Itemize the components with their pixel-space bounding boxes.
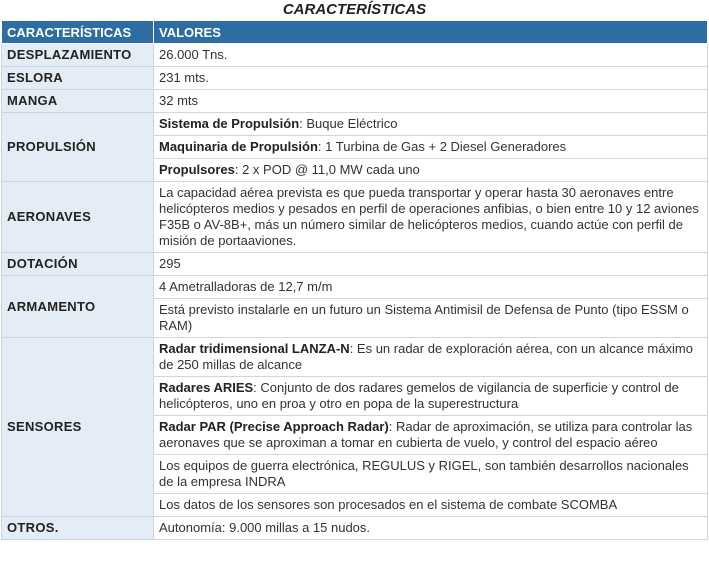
value-text: : Conjunto de dos radares gemelos de vigilancia de superficie y control de helicópteros, uno en proa y otro en popa de la superestructura	[159, 380, 679, 411]
header-characteristics: CARACTERÍSTICAS	[2, 21, 154, 44]
value-text: : Buque Eléctrico	[299, 116, 398, 131]
table-row	[2, 182, 708, 253]
header-values: VALORES	[154, 21, 708, 44]
value-key: Propulsores	[159, 162, 235, 177]
table-row	[2, 67, 708, 90]
row-value: Los equipos de guerra electrónica, REGULUS y RIGEL, son también desarrollos nacionales de la empresa INDRA	[154, 455, 708, 494]
table-header-row	[2, 21, 708, 44]
value-key: Radares ARIES	[159, 380, 254, 395]
table-row	[2, 113, 708, 136]
row-value	[154, 159, 708, 182]
value-key: Sistema de Propulsión	[159, 116, 300, 131]
value-text: : Es un radar de exploración aérea, con un alcance máximo de 250 millas de alcance	[159, 341, 693, 372]
row-value: Está previsto instalarle en un futuro un Sistema Antimisil de Defensa de Punto (tipo ESSM o RAM)	[154, 299, 708, 338]
table-row	[2, 253, 708, 276]
row-value: 26.000 Tns.	[154, 44, 708, 67]
row-value	[154, 377, 708, 416]
row-value	[154, 113, 708, 136]
row-value: 231 mts.	[154, 67, 708, 90]
row-value: 295	[154, 253, 708, 276]
value-key: Radar tridimensional LANZA-N	[159, 341, 350, 356]
row-value	[154, 136, 708, 159]
row-label: DESPLAZAMIENTO	[2, 44, 154, 67]
row-value	[154, 416, 708, 455]
value-key: Radar PAR (Precise Approach Radar)	[159, 419, 389, 434]
row-label: ESLORA	[2, 67, 154, 90]
row-value: 4 Ametralladoras de 12,7 m/m	[154, 276, 708, 299]
characteristics-table	[1, 20, 708, 540]
row-value: Los datos de los sensores son procesados en el sistema de combate SCOMBA	[154, 494, 708, 517]
page-title: CARACTERÍSTICAS	[282, 1, 427, 18]
row-value	[154, 338, 708, 377]
row-label: DOTACIÓN	[2, 253, 154, 276]
row-label: ARMAMENTO	[2, 276, 154, 338]
row-label: AERONAVES	[2, 182, 154, 253]
value-text: : 1 Turbina de Gas + 2 Diesel Generadores	[317, 139, 567, 154]
row-label: MANGA	[2, 90, 154, 113]
row-label: SENSORES	[2, 338, 154, 517]
row-value: 32 mts	[154, 90, 708, 113]
row-label: OTROS.	[2, 517, 154, 540]
table-row	[2, 517, 708, 540]
row-label: PROPULSIÓN	[2, 113, 154, 182]
value-text: : 2 x POD @ 11,0 MW cada uno	[234, 162, 420, 177]
table-row	[2, 338, 708, 377]
row-value: Autonomía: 9.000 millas a 15 nudos.	[154, 517, 708, 540]
table-row	[2, 44, 708, 67]
value-text: : Radar de aproximación, se utiliza para controlar las aeronaves que se aproximan a tomar en cubierta de vuelo, y control del espacio aéreo	[159, 419, 693, 450]
table-row	[2, 90, 708, 113]
row-value: La capacidad aérea prevista es que pueda transportar y operar hasta 30 aeronaves entre helicópteros medios y pesados en perfil de operaciones anfibias, o bien entre 10 y 12 aviones F35B o AV-8B+, más un número similar de helicópteros medios, cuando actúe con perfil de misión de portaaviones.	[154, 182, 708, 253]
value-key: Maquinaria de Propulsión	[159, 139, 318, 154]
table-row	[2, 276, 708, 299]
